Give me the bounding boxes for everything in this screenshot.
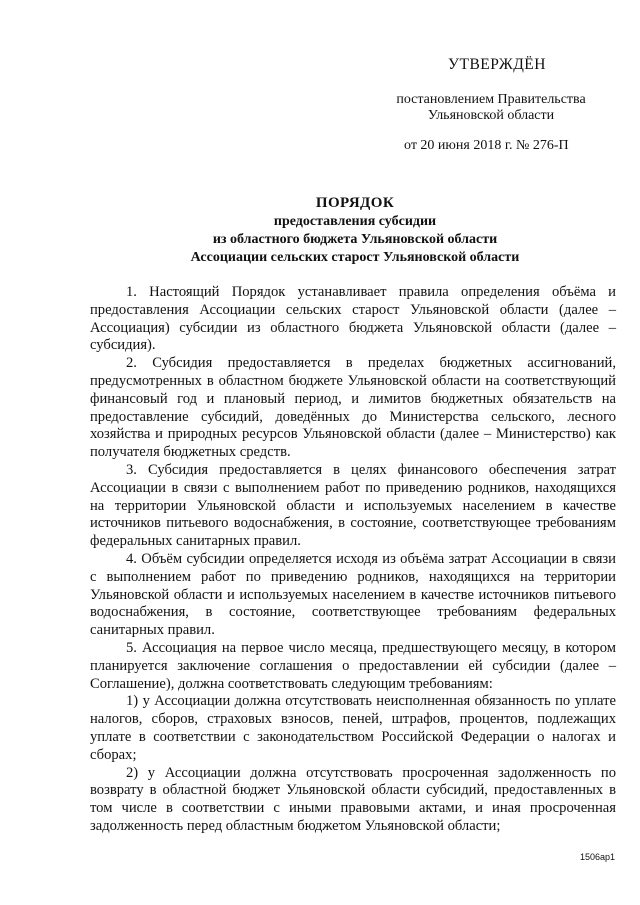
paragraph-4: 4. Объём субсидии определяется исходя из объёма затрат Ассоциации в связи с выполнением работ по приведению родников, находящихся на территории Ульяновской области и используемых населением в качестве источников питьевого водоснабжения, в состояние, соответствующее требованиям федеральных санитарных правил.: [90, 550, 616, 639]
paragraph-1: 1. Настоящий Порядок устанавливает правила определения объёма и предоставления Ассоциации сельских старост Ульяновской области (далее – Ассоциация) субсидии из областного бюджета Ульяновской области (далее – субсидия).: [90, 284, 616, 354]
document-code: 1506ap1: [580, 852, 616, 862]
document-body: [90, 284, 616, 836]
paragraph-5-item-2: 2) у Ассоциации должна отсутствовать просроченная задолженность по возврату в областной бюджет Ульяновской области субсидий, предоставленных в том числе в соответствии с иными правовыми актами, и иная просроченная задолженность перед областным бюджетом Ульяновской области;: [90, 764, 616, 834]
title-line-1: предоставления субсидии: [273, 214, 437, 229]
document-title: [90, 194, 620, 267]
paragraph-5-item-1: 1) у Ассоциации должна отсутствовать неисполненная обязанность по уплате налогов, сборов, страховых взносов, пеней, штрафов, процентов, подлежащих уплате в соответствии с законодательством Российской Федерации о налогах и сборах;: [90, 693, 616, 763]
decree-date: от 20 июня 2018 г. № 276-П: [404, 138, 569, 153]
decree-reference: [360, 92, 622, 124]
title-main: ПОРЯДОК: [315, 195, 395, 211]
paragraph-2: 2. Субсидия предоставляется в пределах бюджетных ассигнований, предусмотренных в областном бюджете Ульяновской области на соответствующий финансовый год и плановый период, и лимитов бюджетных обязательств на предоставление субсидий, доведённых до Министерства сельского, лесного хозяйства и природных ресурсов Ульяновской области (далее – Министерство) как получателя бюджетных средств.: [90, 355, 616, 461]
title-line-2: из областного бюджета Ульяновской области: [212, 232, 498, 247]
paragraph-3: 3. Субсидия предоставляется в целях финансового обеспечения затрат Ассоциации в связи с выполнением работ по приведению родников, находящихся на территории Ульяновской области и используемых населением в качестве источников питьевого водоснабжения, в состояние, соответствующее требованиям федеральных санитарных правил.: [90, 461, 616, 550]
approval-stamp-text: УТВЕРЖДЁН: [448, 56, 546, 73]
title-line-3: Ассоциации сельских старост Ульяновской области: [190, 250, 520, 265]
decree-line-1: постановлением Правительства: [396, 92, 586, 107]
decree-line-2: Ульяновской области: [427, 108, 555, 123]
paragraph-5: 5. Ассоциация на первое число месяца, предшествующего месяцу, в котором планируется заключение соглашения о предоставлении ей субсидии (далее – Соглашение), должна соответствовать следующим требованиям:: [90, 639, 616, 692]
